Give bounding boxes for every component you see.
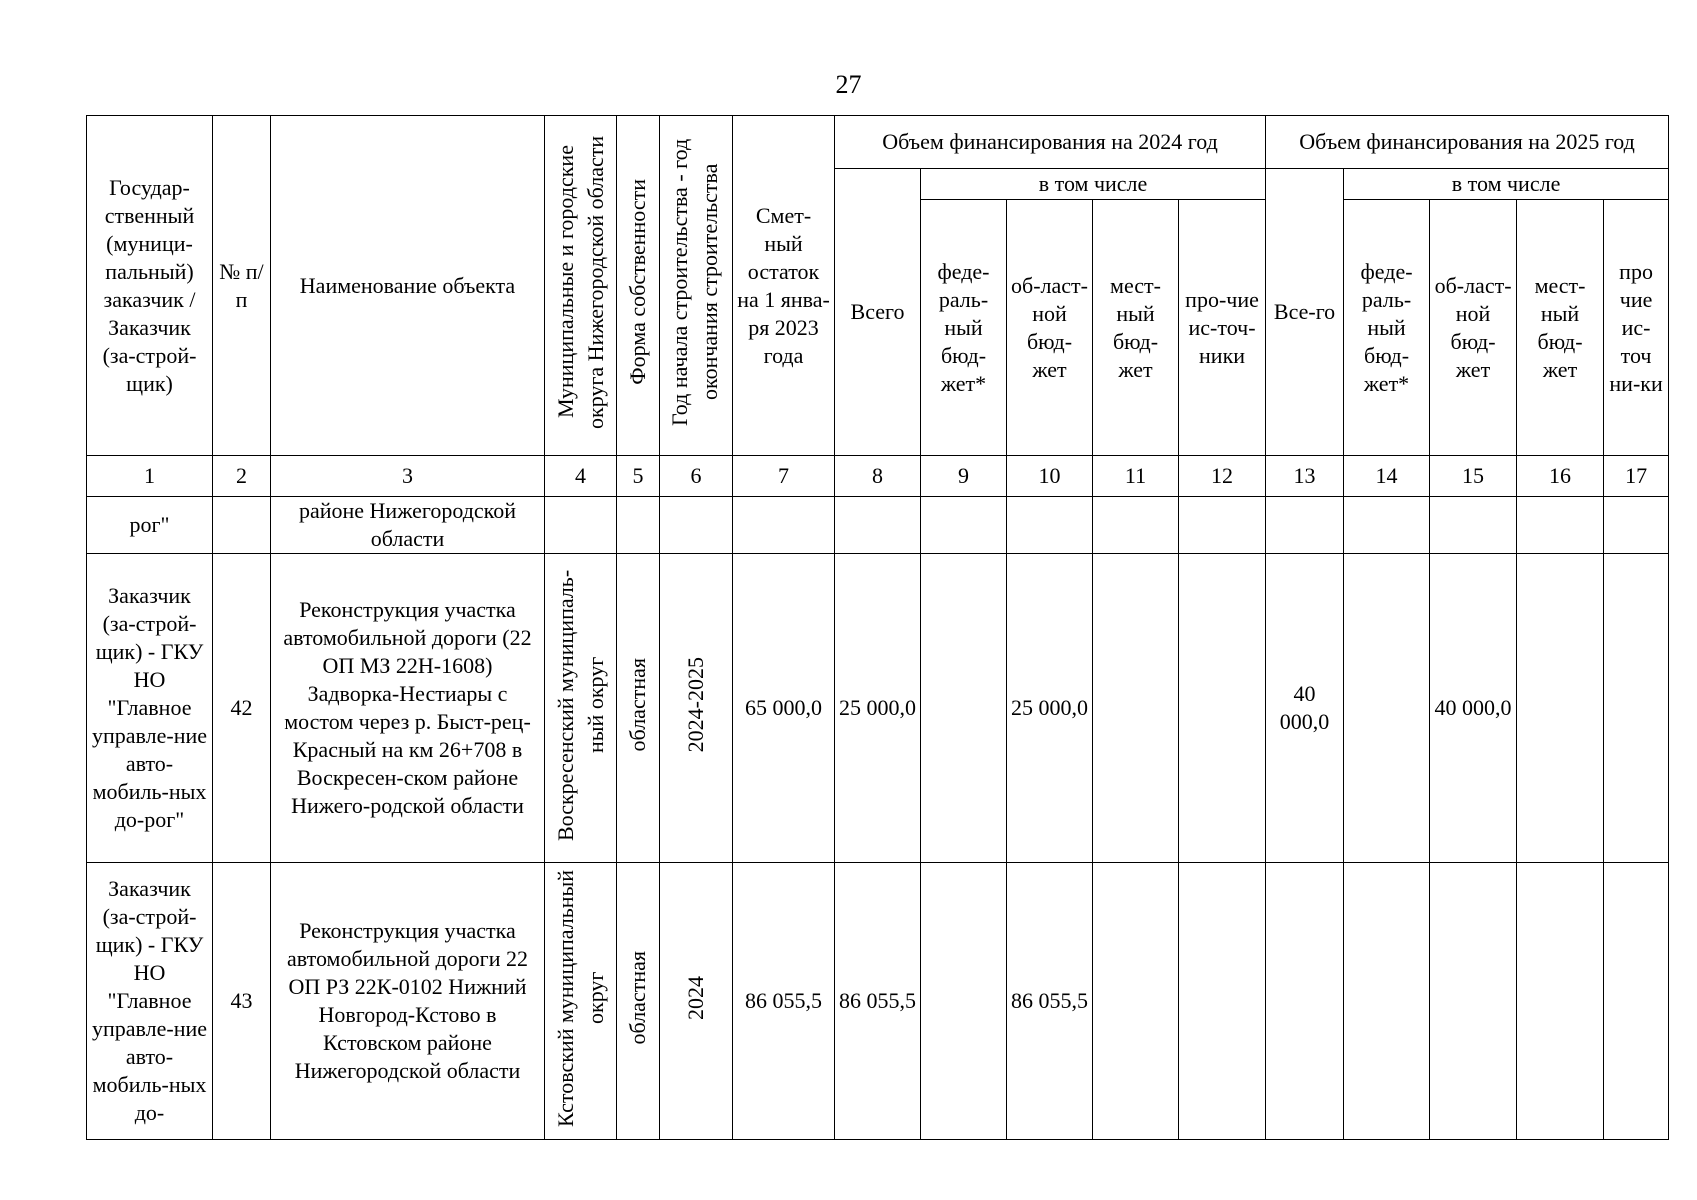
- row-customer: Заказчик (за-строй-щик) - ГКУ НО "Главное управле-ние авто-мобиль-ных до-рог": [87, 554, 213, 863]
- row-object-name: Реконструкция участка автомобильной дороги 22 ОП РЗ 22К-0102 Нижний Новгород-Кстово в Кстовском районе Нижегородской области: [271, 863, 545, 1140]
- col-number: 14: [1344, 456, 1430, 497]
- row-loc-2024: [1093, 497, 1179, 554]
- col-number: 10: [1007, 456, 1093, 497]
- row-loc-2025: [1517, 554, 1604, 863]
- row-fed-2024: [921, 497, 1007, 554]
- row-balance: 65 000,0: [733, 554, 835, 863]
- col-number: 3: [271, 456, 545, 497]
- row-total-2024: [835, 497, 921, 554]
- financing-table: [86, 115, 1669, 1140]
- col-number: 4: [545, 456, 617, 497]
- header-total-2024: Всего: [835, 169, 921, 456]
- row-reg-2024: [1007, 497, 1093, 554]
- row-num: 43: [213, 863, 271, 1140]
- row-num: [213, 497, 271, 554]
- header-oth-2024: про-чие ис-точ-ники: [1179, 200, 1266, 456]
- row-years: 2024-2025: [660, 554, 733, 863]
- row-balance: [733, 497, 835, 554]
- header-incl-2025: в том числе: [1344, 169, 1669, 200]
- row-fed-2025: [1344, 497, 1430, 554]
- row-reg-2025: [1430, 863, 1517, 1140]
- col-number: 2: [213, 456, 271, 497]
- col-number: 8: [835, 456, 921, 497]
- col-number: 1: [87, 456, 213, 497]
- header-reg-2025: об-ласт-ной бюд-жет: [1430, 200, 1517, 456]
- header-ownership: Форма собственности: [617, 116, 660, 456]
- row-total-2025: [1266, 497, 1344, 554]
- row-loc-2024: [1093, 554, 1179, 863]
- row-reg-2025: [1430, 497, 1517, 554]
- header-loc-2024: мест-ный бюд-жет: [1093, 200, 1179, 456]
- header-incl-2024: в том числе: [921, 169, 1266, 200]
- col-number: 5: [617, 456, 660, 497]
- page-number: 27: [835, 70, 862, 99]
- row-oth-2024: [1179, 863, 1266, 1140]
- header-reg-2024: об-ласт-ной бюд-жет: [1007, 200, 1093, 456]
- column-numbers-row: [87, 456, 1669, 497]
- header-fin-2025: Объем финансирования на 2025 год: [1266, 116, 1669, 169]
- table-row: [87, 554, 1669, 863]
- row-total-2025: 40 000,0: [1266, 554, 1344, 863]
- row-ownership: областная: [617, 554, 660, 863]
- row-oth-2025: [1604, 863, 1669, 1140]
- col-number: 7: [733, 456, 835, 497]
- col-number: 11: [1093, 456, 1179, 497]
- header-customer: Государ-ственный (муници-пальный) заказчик / Заказчик (за-строй-щик): [87, 116, 213, 456]
- header-fed-2025: феде-раль-ный бюд-жет*: [1344, 200, 1430, 456]
- row-total-2024: 86 055,5: [835, 863, 921, 1140]
- row-reg-2024: 86 055,5: [1007, 863, 1093, 1140]
- row-fed-2024: [921, 863, 1007, 1140]
- row-municipal: [545, 497, 617, 554]
- row-object-name: районе Нижегородской области: [271, 497, 545, 554]
- row-fed-2024: [921, 554, 1007, 863]
- header-municipal: Муниципальные и городские округа Нижегородской области: [545, 116, 617, 456]
- row-municipal: Кстовский муниципальный округ: [545, 863, 617, 1140]
- header-total-2025: Все-го: [1266, 169, 1344, 456]
- header-object-name: Наименование объекта: [271, 116, 545, 456]
- header-balance: Смет-ный остаток на 1 янва-ря 2023 года: [733, 116, 835, 456]
- col-number: 9: [921, 456, 1007, 497]
- col-number: 16: [1517, 456, 1604, 497]
- header-oth-2025: про чие ис-точ ни-ки: [1604, 200, 1669, 456]
- row-municipal: Воскресенский муниципаль-ный округ: [545, 554, 617, 863]
- col-number: 13: [1266, 456, 1344, 497]
- row-oth-2024: [1179, 497, 1266, 554]
- header-num: № п/п: [213, 116, 271, 456]
- table-row: [87, 497, 1669, 554]
- header-loc-2025: мест-ный бюд-жет: [1517, 200, 1604, 456]
- col-number: 6: [660, 456, 733, 497]
- row-ownership: областная: [617, 863, 660, 1140]
- row-total-2025: [1266, 863, 1344, 1140]
- table-row: [87, 863, 1669, 1140]
- row-loc-2025: [1517, 863, 1604, 1140]
- row-loc-2024: [1093, 863, 1179, 1140]
- header-fed-2024: феде-раль-ный бюд-жет*: [921, 200, 1007, 456]
- header-fin-2024: Объем финансирования на 2024 год: [835, 116, 1266, 169]
- col-number: 12: [1179, 456, 1266, 497]
- row-years: [660, 497, 733, 554]
- row-fed-2025: [1344, 554, 1430, 863]
- row-total-2024: 25 000,0: [835, 554, 921, 863]
- header-years: Год начала строительства - год окончания строительства: [660, 116, 733, 456]
- row-customer: рог": [87, 497, 213, 554]
- row-reg-2024: 25 000,0: [1007, 554, 1093, 863]
- col-number: 15: [1430, 456, 1517, 497]
- row-loc-2025: [1517, 497, 1604, 554]
- row-oth-2025: [1604, 554, 1669, 863]
- row-ownership: [617, 497, 660, 554]
- row-object-name: Реконструкция участка автомобильной дороги (22 ОП МЗ 22Н-1608) Задворка-Нестиары с мостом через р. Быст-рец-Красный на км 26+708 в Воскресен-ском районе Нижего-родской области: [271, 554, 545, 863]
- row-oth-2025: [1604, 497, 1669, 554]
- row-oth-2024: [1179, 554, 1266, 863]
- row-fed-2025: [1344, 863, 1430, 1140]
- row-customer: Заказчик (за-строй-щик) - ГКУ НО "Главное управле-ние авто-мобиль-ных до-: [87, 863, 213, 1140]
- row-reg-2025: 40 000,0: [1430, 554, 1517, 863]
- row-num: 42: [213, 554, 271, 863]
- row-years: 2024: [660, 863, 733, 1140]
- col-number: 17: [1604, 456, 1669, 497]
- row-balance: 86 055,5: [733, 863, 835, 1140]
